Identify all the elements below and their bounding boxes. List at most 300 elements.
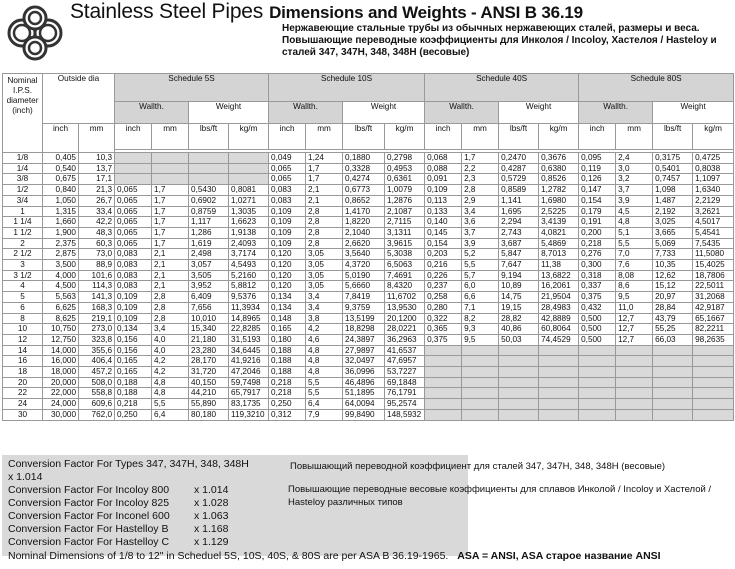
header-wallth: Wallth. — [579, 102, 653, 124]
table-cell: 44,210 — [189, 388, 229, 399]
table-cell: 0,188 — [115, 377, 152, 388]
table-row — [3, 345, 734, 356]
table-cell — [499, 409, 539, 420]
table-row — [3, 334, 734, 345]
table-cell: 1,7 — [152, 195, 189, 206]
table-cell: 0,191 — [579, 217, 616, 228]
table-cell: 0,188 — [269, 367, 306, 378]
conversion-347-value: x 1.014 — [8, 471, 43, 483]
table-cell: 2,1 — [152, 270, 189, 281]
table-cell: 0,083 — [115, 249, 152, 260]
table-body — [3, 153, 734, 421]
table-cell: 2,1 — [152, 260, 189, 271]
cell-nominal: 2 1/2 — [3, 249, 43, 260]
table-cell: 2,8 — [152, 313, 189, 324]
header-wallth: Wallth. — [425, 102, 499, 124]
table-cell: 14,75 — [499, 292, 539, 303]
table-cell: 22,000 — [43, 388, 79, 399]
table-cell — [579, 409, 616, 420]
table-cell — [229, 153, 269, 164]
table-cell: 40,150 — [189, 377, 229, 388]
table-cell: 1,1097 — [693, 174, 734, 185]
header-outside-dia: Outside dia — [43, 74, 115, 124]
table-row — [3, 388, 734, 399]
cell-nominal: 3 1/2 — [3, 270, 43, 281]
table-cell: 0,4287 — [499, 163, 539, 174]
table-cell: 9,3 — [462, 324, 499, 335]
table-cell: 2,8 — [306, 238, 343, 249]
table-cell — [693, 356, 734, 367]
header-unit-kgm: kg/m — [539, 124, 579, 150]
table-cell — [152, 153, 189, 164]
table-cell — [693, 345, 734, 356]
table-cell: 0,5401 — [653, 163, 693, 174]
table-cell: 32,0497 — [343, 356, 385, 367]
table-cell: 0,109 — [425, 185, 462, 196]
table-cell: 15,4025 — [693, 260, 734, 271]
table-cell — [189, 163, 229, 174]
table-cell: 0,226 — [425, 270, 462, 281]
table-cell: 0,188 — [269, 345, 306, 356]
cell-nominal: 1 1/4 — [3, 217, 43, 228]
table-cell: 0,218 — [269, 377, 306, 388]
table-cell: 1,7 — [306, 163, 343, 174]
table-cell — [539, 399, 579, 410]
table-cell: 1,6623 — [229, 217, 269, 228]
table-cell: 0,147 — [579, 185, 616, 196]
header-schedule-10s: Schedule 10S — [269, 74, 425, 102]
cell-nominal: 6 — [3, 302, 43, 313]
table-cell: 64,0094 — [343, 399, 385, 410]
table-cell: 0,1880 — [343, 153, 385, 164]
table-cell: 119,3210 — [229, 409, 269, 420]
table-cell: 0,180 — [269, 334, 306, 345]
table-cell: 5,069 — [653, 238, 693, 249]
table-cell: 8,2 — [462, 313, 499, 324]
table-cell: 1,900 — [43, 227, 79, 238]
table-cell: 0,145 — [425, 227, 462, 238]
table-cell: 323,8 — [79, 334, 115, 345]
table-row — [3, 227, 734, 238]
table-cell: 6,409 — [189, 292, 229, 303]
table-cell — [425, 399, 462, 410]
table-cell — [499, 388, 539, 399]
header-weight: Weight — [343, 102, 425, 124]
table-cell: 0,083 — [115, 281, 152, 292]
table-row — [3, 249, 734, 260]
table-cell: 0,6902 — [189, 195, 229, 206]
conversion-label: Conversion Factor For Incoloy 800 — [8, 484, 170, 496]
table-cell: 0,120 — [269, 249, 306, 260]
table-cell — [616, 409, 653, 420]
table-cell: 0,088 — [425, 163, 462, 174]
table-cell: 1,8220 — [343, 217, 385, 228]
header-unit-inch: inch — [269, 124, 306, 150]
header-od-inch: inch — [43, 124, 79, 153]
table-cell: 10,35 — [653, 260, 693, 271]
table-cell: 59,7498 — [229, 377, 269, 388]
cell-nominal: 3/4 — [3, 195, 43, 206]
header-od-mm: mm — [79, 124, 115, 153]
table-cell: 55,890 — [189, 399, 229, 410]
table-cell: 0,188 — [115, 388, 152, 399]
table-cell: 609,6 — [79, 399, 115, 410]
table-cell: 1,660 — [43, 217, 79, 228]
table-cell: 508,0 — [79, 377, 115, 388]
table-cell: 2,1 — [306, 185, 343, 196]
table-cell: 3,4 — [152, 324, 189, 335]
table-cell: 73,0 — [79, 249, 115, 260]
table-cell — [462, 399, 499, 410]
table-cell: 0,068 — [425, 153, 462, 164]
table-cell: 2,8 — [462, 185, 499, 196]
table-cell: 0,083 — [115, 260, 152, 271]
table-cell — [579, 356, 616, 367]
table-cell: 42,2 — [79, 217, 115, 228]
table-cell — [539, 377, 579, 388]
cell-nominal: 16 — [3, 356, 43, 367]
table-cell: 5,4541 — [693, 227, 734, 238]
table-cell: 7,647 — [499, 260, 539, 271]
table-cell: 12,7 — [616, 324, 653, 335]
table-row — [3, 281, 734, 292]
table-cell: 88,9 — [79, 260, 115, 271]
table-cell: 40,86 — [499, 324, 539, 335]
table-cell: 28,82 — [499, 313, 539, 324]
table-cell: 7,5435 — [693, 238, 734, 249]
table-cell — [152, 174, 189, 185]
table-cell: 5,4869 — [539, 238, 579, 249]
table-cell: 2,1 — [152, 281, 189, 292]
table-cell: 3,025 — [653, 217, 693, 228]
cell-nominal: 1/4 — [3, 163, 43, 174]
table-cell: 1,141 — [499, 195, 539, 206]
table-cell — [462, 345, 499, 356]
table-cell: 0,8526 — [539, 174, 579, 185]
table-cell: 24,3897 — [343, 334, 385, 345]
table-cell: 9,5 — [462, 334, 499, 345]
table-cell: 0,3676 — [539, 153, 579, 164]
table-cell: 0,237 — [425, 281, 462, 292]
table-cell: 0,148 — [269, 313, 306, 324]
table-cell: 43,79 — [653, 313, 693, 324]
table-cell: 4,2 — [152, 356, 189, 367]
page-header — [0, 0, 735, 68]
table-cell: 1,487 — [653, 195, 693, 206]
table-cell: 3,2621 — [693, 206, 734, 217]
table-cell: 0,5729 — [499, 174, 539, 185]
table-cell: 4,500 — [43, 281, 79, 292]
table-cell: 50,03 — [499, 334, 539, 345]
table-cell: 10,750 — [43, 324, 79, 335]
table-cell: 1,7 — [462, 153, 499, 164]
header-unit-kgm: kg/m — [385, 124, 425, 150]
cell-nominal: 3/8 — [3, 174, 43, 185]
table-cell: 0,065 — [269, 163, 306, 174]
cell-nominal: 1 1/2 — [3, 227, 43, 238]
table-cell: 47,6957 — [385, 356, 425, 367]
table-cell: 2,498 — [189, 249, 229, 260]
table-cell: 2,1 — [306, 195, 343, 206]
table-cell: 2,1040 — [343, 227, 385, 238]
table-cell: 1,24 — [306, 153, 343, 164]
table-cell: 3,505 — [189, 270, 229, 281]
table-cell: 11,3934 — [229, 302, 269, 313]
table-cell: 83,1735 — [229, 399, 269, 410]
table-cell: 273,0 — [79, 324, 115, 335]
table-cell — [539, 367, 579, 378]
table-cell: 0,365 — [425, 324, 462, 335]
table-cell: 14,000 — [43, 345, 79, 356]
table-cell: 10,3 — [79, 153, 115, 164]
table-cell: 4,8 — [306, 356, 343, 367]
table-cell: 27,9897 — [343, 345, 385, 356]
conversion-value: x 1.028 — [194, 497, 229, 509]
table-row — [3, 185, 734, 196]
table-cell: 2,9 — [462, 195, 499, 206]
table-cell — [462, 356, 499, 367]
table-cell: 13,9530 — [385, 302, 425, 313]
table-cell — [693, 367, 734, 378]
table-cell: 0,6380 — [539, 163, 579, 174]
russian-note-347: Повышающий переводной коэффициент для сталей 347, 347H, 348, 348H (весовые) — [290, 461, 666, 472]
header-nominal: Nominal I.P.S. diameter (inch) — [3, 74, 43, 153]
table-cell: 98,2635 — [693, 334, 734, 345]
table-cell: 5,6660 — [343, 281, 385, 292]
table-cell: 148,5932 — [385, 409, 425, 420]
table-cell — [579, 377, 616, 388]
table-cell: 0,280 — [425, 302, 462, 313]
header-weight: Weight — [499, 102, 579, 124]
conversion-label: Conversion Factor For Hastelloy B — [8, 523, 169, 535]
table-row — [3, 302, 734, 313]
table-cell: 55,25 — [653, 324, 693, 335]
table-cell: 4,0 — [152, 334, 189, 345]
page-title — [70, 0, 583, 24]
table-cell: 5,5 — [306, 388, 343, 399]
table-cell: 2,294 — [499, 217, 539, 228]
table-cell — [616, 388, 653, 399]
conversion-label: Conversion Factor For Hastelloy C — [8, 536, 170, 548]
table-cell: 0,165 — [115, 356, 152, 367]
table-cell: 141,3 — [79, 292, 115, 303]
table-cell: 0,154 — [425, 238, 462, 249]
table-cell: 60,8064 — [539, 324, 579, 335]
table-cell: 95,2574 — [385, 399, 425, 410]
table-cell: 3,952 — [189, 281, 229, 292]
table-cell: 60,3 — [79, 238, 115, 249]
header-schedule-40s: Schedule 40S — [425, 74, 579, 102]
table-cell: 0,8759 — [189, 206, 229, 217]
table-cell: 12,7 — [616, 334, 653, 345]
title-text: Stainless Steel Pipes — [70, 0, 264, 23]
table-cell: 0,8038 — [693, 163, 734, 174]
header-unit-kgm: kg/m — [229, 124, 269, 150]
table-cell: 0,218 — [115, 399, 152, 410]
table-cell: 0,250 — [269, 399, 306, 410]
table-cell: 0,165 — [269, 324, 306, 335]
russian-description: Нержавеющие стальные трубы из обычных нержавеющих сталей, размеры и веса. Повышающие переводные коэффициенты для Инколоя / Incoloy, Хастелоя / Hasteloy и сталей 347, 347H, 348, 348H (весовые) — [282, 23, 717, 58]
table-cell — [462, 409, 499, 420]
table-cell: 0,120 — [269, 270, 306, 281]
table-cell: 2,7115 — [385, 217, 425, 228]
table-cell: 28,170 — [189, 356, 229, 367]
table-cell: 5,5 — [306, 377, 343, 388]
header-unit-inch: inch — [115, 124, 152, 150]
table-cell: 1,050 — [43, 195, 79, 206]
table-cell: 13,7 — [79, 163, 115, 174]
table-cell: 2,6620 — [343, 238, 385, 249]
table-cell: 0,312 — [269, 409, 306, 420]
table-cell: 12,750 — [43, 334, 79, 345]
table-cell: 7,0 — [616, 249, 653, 260]
table-cell: 0,120 — [269, 260, 306, 271]
cell-nominal: 1/8 — [3, 153, 43, 164]
table-cell: 2,5225 — [539, 206, 579, 217]
table-cell: 0,200 — [579, 227, 616, 238]
table-cell: 0,065 — [115, 238, 152, 249]
cell-nominal: 12 — [3, 334, 43, 345]
table-cell: 3,0 — [616, 163, 653, 174]
table-cell: 3,4 — [462, 206, 499, 217]
table-cell — [229, 174, 269, 185]
conversion-value: x 1.129 — [194, 536, 229, 548]
header-unit-mm: mm — [152, 124, 189, 150]
table-cell: 2,3 — [462, 174, 499, 185]
table-cell: 2,8 — [306, 217, 343, 228]
table-cell: 3,4 — [306, 292, 343, 303]
table-cell — [616, 367, 653, 378]
table-cell: 6,4 — [306, 399, 343, 410]
table-cell: 5,5 — [462, 260, 499, 271]
table-cell: 6,5063 — [385, 260, 425, 271]
table-cell: 12,7 — [616, 313, 653, 324]
table-cell: 1,7 — [152, 217, 189, 228]
table-cell: 13,5199 — [343, 313, 385, 324]
table-row — [3, 270, 734, 281]
table-cell: 41,9216 — [229, 356, 269, 367]
table-cell — [579, 399, 616, 410]
header-unit-mm: mm — [462, 124, 499, 150]
table-cell: 0,065 — [115, 227, 152, 238]
table-cell — [425, 388, 462, 399]
table-cell: 0,126 — [579, 174, 616, 185]
table-cell: 2,8 — [152, 292, 189, 303]
table-row — [3, 217, 734, 228]
table-cell: 16,000 — [43, 356, 79, 367]
table-cell: 8,4320 — [385, 281, 425, 292]
table-cell — [653, 377, 693, 388]
table-cell — [579, 388, 616, 399]
table-row — [3, 238, 734, 249]
table-cell: 4,0 — [152, 345, 189, 356]
table-cell: 0,179 — [579, 206, 616, 217]
table-cell: 5,2 — [462, 249, 499, 260]
table-cell: 0,109 — [269, 227, 306, 238]
table-row — [3, 409, 734, 420]
table-cell: 14,8965 — [229, 313, 269, 324]
table-cell: 82,2211 — [693, 324, 734, 335]
table-cell: 1,315 — [43, 206, 79, 217]
table-cell — [499, 345, 539, 356]
table-cell: 16,2061 — [539, 281, 579, 292]
table-cell: 31,5193 — [229, 334, 269, 345]
table-cell — [653, 399, 693, 410]
table-cell: 762,0 — [79, 409, 115, 420]
table-cell: 5,563 — [43, 292, 79, 303]
table-cell — [579, 345, 616, 356]
table-cell: 0,432 — [579, 302, 616, 313]
pipes-logo-icon — [6, 4, 64, 62]
table-cell: 23,280 — [189, 345, 229, 356]
table-cell: 3,1311 — [385, 227, 425, 238]
table-cell: 3,2 — [616, 174, 653, 185]
table-cell: 2,4093 — [229, 238, 269, 249]
cell-nominal: 14 — [3, 345, 43, 356]
table-cell: 219,1 — [79, 313, 115, 324]
table-cell: 5,8812 — [229, 281, 269, 292]
table-cell: 30,000 — [43, 409, 79, 420]
table-cell: 47,2046 — [229, 367, 269, 378]
table-cell: 20,000 — [43, 377, 79, 388]
table-cell: 7,733 — [653, 249, 693, 260]
table-cell: 3,05 — [306, 249, 343, 260]
header-wallth: Wallth. — [115, 102, 189, 124]
table-cell: 1,0271 — [229, 195, 269, 206]
cell-nominal: 3 — [3, 260, 43, 271]
table-cell: 0,083 — [115, 270, 152, 281]
footnote-bold: ASA = ANSI, ASA старое название ANSI — [457, 550, 661, 562]
table-cell: 48,3 — [79, 227, 115, 238]
table-cell — [616, 377, 653, 388]
cell-nominal: 24 — [3, 399, 43, 410]
table-cell: 2,2 — [462, 163, 499, 174]
table-cell: 0,156 — [115, 345, 152, 356]
header-unit-mm: mm — [306, 124, 343, 150]
table-cell: 76,1791 — [385, 388, 425, 399]
table-cell — [189, 174, 229, 185]
table-header — [3, 74, 734, 153]
table-cell: 0,109 — [269, 217, 306, 228]
table-cell: 7,6 — [616, 260, 653, 271]
table-cell: 8,7013 — [539, 249, 579, 260]
table-cell: 4,000 — [43, 270, 79, 281]
table-cell: 13,6822 — [539, 270, 579, 281]
table-cell: 0,188 — [269, 356, 306, 367]
conversion-label: Conversion Factor For Incoloy 825 — [8, 497, 170, 509]
cell-nominal: 8 — [3, 313, 43, 324]
table-cell: 0,065 — [115, 217, 152, 228]
cell-nominal: 2 — [3, 238, 43, 249]
table-cell: 0,8081 — [229, 185, 269, 196]
table-cell: 7,656 — [189, 302, 229, 313]
table-cell: 28,4983 — [539, 302, 579, 313]
table-cell: 15,340 — [189, 324, 229, 335]
table-row — [3, 313, 734, 324]
table-cell — [189, 153, 229, 164]
table-cell: 0,165 — [115, 367, 152, 378]
table-cell: 3,057 — [189, 260, 229, 271]
table-cell: 0,375 — [425, 334, 462, 345]
cell-nominal: 5 — [3, 292, 43, 303]
table-cell: 9,194 — [499, 270, 539, 281]
table-cell — [462, 377, 499, 388]
table-cell: 0,083 — [269, 195, 306, 206]
table-cell: 3,4139 — [539, 217, 579, 228]
table-cell: 558,8 — [79, 388, 115, 399]
table-cell: 0,134 — [269, 292, 306, 303]
table-cell: 0,6773 — [343, 185, 385, 196]
